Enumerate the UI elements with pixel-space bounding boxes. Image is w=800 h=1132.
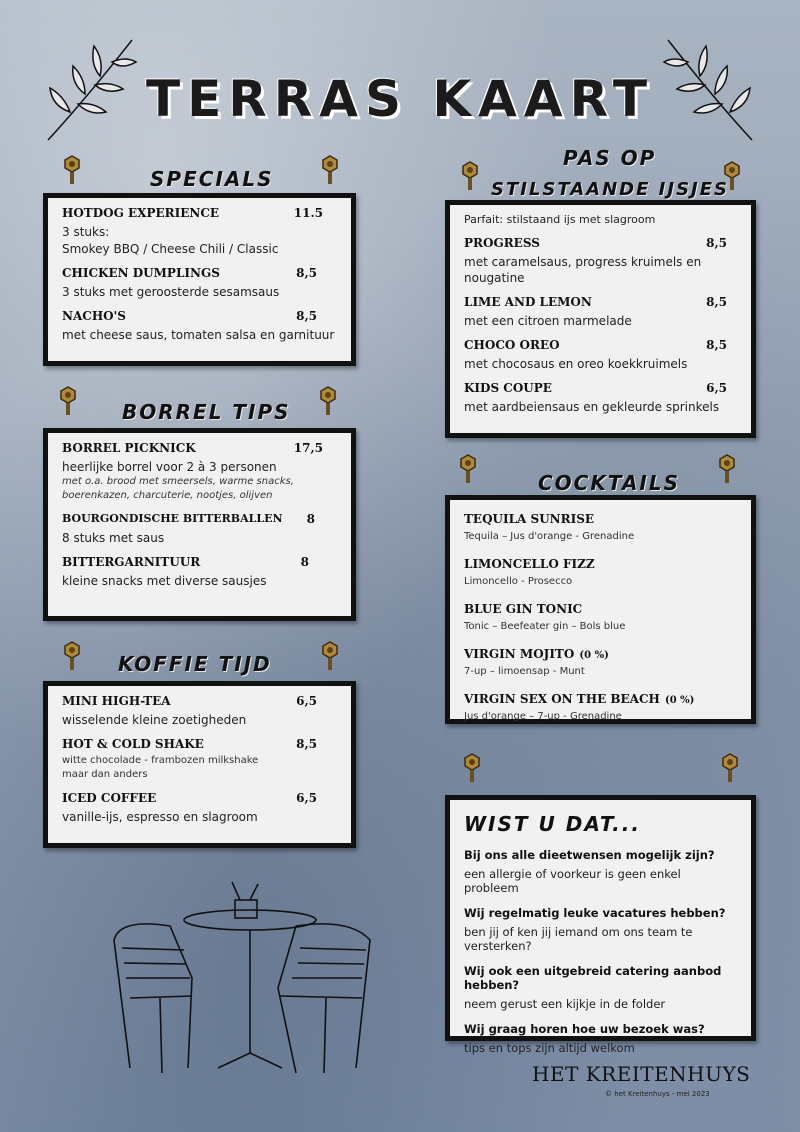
item-name: TEQUILA SUNRISE <box>464 512 595 526</box>
item-desc: Tonic – Beefeater gin – Bols blue <box>464 621 626 632</box>
item-name: PROGRESS <box>464 236 540 250</box>
qa-question: Wij ook een uitgebreid catering aanbod hebben? <box>464 964 722 992</box>
hook-icon <box>58 385 78 417</box>
item-name: BORREL PICKNICK <box>62 441 196 455</box>
menu-item <box>464 338 737 372</box>
hook-icon <box>458 453 478 485</box>
item-price: 6,5 <box>296 791 317 805</box>
borrel-board <box>43 428 356 621</box>
ijs-heading-1: PAS OP <box>563 146 657 170</box>
qa-item <box>464 964 737 1011</box>
page-title: TERRAS KAART <box>146 70 654 128</box>
hook-icon <box>720 752 740 784</box>
item-desc: Limoncello - Prosecco <box>464 576 573 587</box>
specials-heading: SPECIALS <box>150 167 274 191</box>
hook-icon <box>462 752 482 784</box>
brand-logo: HET KREITENHUYS <box>532 1062 751 1086</box>
item-desc: witte chocolade - frambozen milkshake <box>62 755 259 766</box>
hook-icon <box>318 385 338 417</box>
menu-item <box>62 737 337 782</box>
menu-item <box>62 441 337 503</box>
item-note: boerenkazen, charcuterie, nootjes, olijven <box>62 490 273 501</box>
item-desc: met aardbeiensaus en gekleurde sprinkels <box>464 400 720 414</box>
item-name: VIRGIN SEX ON THE BEACH <box>464 692 660 706</box>
menu-item <box>464 236 737 286</box>
hook-icon <box>320 640 340 672</box>
item-name: KIDS COUPE <box>464 381 552 395</box>
item-desc: wisselende kleine zoetigheden <box>62 713 247 727</box>
item-suffix: (0 %) <box>664 695 695 706</box>
item-desc: met een citroen marmelade <box>464 314 632 328</box>
qa-answer: tips en tops zijn altijd welkom <box>464 1041 635 1055</box>
hook-icon <box>460 160 480 192</box>
item-desc: met cheese saus, tomaten salsa en garnituur <box>62 328 335 342</box>
wist-heading: WIST U DAT... <box>464 812 641 836</box>
hook-icon <box>62 640 82 672</box>
item-desc: maar dan anders <box>62 769 148 780</box>
wist-board <box>445 795 756 1055</box>
item-desc: Jus d'orange – 7-up - Grenadine <box>464 711 622 722</box>
cocktail-item <box>464 688 737 724</box>
item-price: 8 <box>306 512 315 526</box>
specials-board <box>43 193 356 366</box>
item-desc: heerlijke borrel voor 2 à 3 personen <box>62 460 277 474</box>
qa-item <box>464 848 737 895</box>
item-desc: 3 stuks: <box>62 225 110 239</box>
qa-answer: neem gerust een kijkje in de folder <box>464 997 666 1011</box>
qa-item <box>464 906 737 953</box>
item-desc: 3 stuks met geroosterde sesamsaus <box>62 285 280 299</box>
qa-question: Wij regelmatig leuke vacatures hebben? <box>464 906 726 920</box>
item-desc: vanille-ijs, espresso en slagroom <box>62 810 258 824</box>
koffie-board <box>43 681 356 848</box>
item-price: 8,5 <box>296 266 317 280</box>
ijs-board <box>445 200 756 438</box>
qa-answer: een allergie of voorkeur is geen enkel probleem <box>464 867 681 895</box>
menu-item <box>464 295 737 329</box>
item-price: 8,5 <box>296 309 317 323</box>
qa-answer: ben jij of ken jij iemand om ons team te versterken? <box>464 925 693 953</box>
hook-icon <box>62 154 82 186</box>
hook-icon <box>320 154 340 186</box>
item-desc: kleine snacks met diverse sausjes <box>62 574 267 588</box>
cocktails-board <box>445 495 756 724</box>
item-desc: 8 stuks met saus <box>62 531 165 545</box>
menu-item <box>62 555 337 589</box>
ijs-heading-2: STILSTAANDE IJSJES <box>491 179 729 200</box>
item-name: HOTDOG EXPERIENCE <box>62 206 220 220</box>
item-name: VIRGIN MOJITO <box>464 647 575 661</box>
menu-item <box>62 266 337 300</box>
menu-item <box>62 694 337 728</box>
item-desc: Tequila – Jus d'orange - Grenadine <box>464 531 635 542</box>
ijs-intro: Parfait: stilstaand ijs met slagroom <box>464 213 656 226</box>
cocktail-item <box>464 643 737 679</box>
item-suffix: (0 %) <box>579 650 609 661</box>
item-name: NACHO'S <box>62 309 126 323</box>
item-name: MINI HIGH-TEA <box>62 694 171 708</box>
menu-item <box>62 512 337 546</box>
item-name: ICED COFFEE <box>62 791 157 805</box>
item-price: 17,5 <box>293 441 323 455</box>
cafe-table-illustration <box>100 878 390 1078</box>
cocktail-item <box>464 598 737 634</box>
cocktail-item <box>464 508 737 544</box>
item-note: met o.a. brood met smeersels, warme snacks, <box>62 476 294 487</box>
hook-icon <box>717 453 737 485</box>
borrel-heading: BORREL TIPS <box>122 400 291 424</box>
qa-question: Wij graag horen hoe uw bezoek was? <box>464 1022 705 1036</box>
item-price: 6,5 <box>296 694 317 708</box>
item-desc: 7-up – limoensap - Munt <box>464 666 585 677</box>
menu-item <box>62 206 337 257</box>
item-name: BOURGONDISCHE BITTERBALLEN <box>62 512 283 525</box>
item-price: 8,5 <box>296 737 317 751</box>
menu-item <box>62 791 337 825</box>
menu-item <box>62 309 337 343</box>
qa-item <box>464 1022 737 1055</box>
item-price: 8,5 <box>706 338 727 352</box>
cocktail-item <box>464 553 737 589</box>
item-price: 6,5 <box>706 381 727 395</box>
item-name: CHICKEN DUMPLINGS <box>62 266 220 280</box>
item-name: LIMONCELLO FIZZ <box>464 557 595 571</box>
item-name: BITTERGARNITUUR <box>62 555 201 569</box>
cocktails-heading: COCKTAILS <box>538 471 681 495</box>
item-price: 8 <box>300 555 309 569</box>
item-price: 8,5 <box>706 295 727 309</box>
item-price: 8,5 <box>706 236 727 250</box>
item-desc: met chocosaus en oreo koekkruimels <box>464 357 688 371</box>
item-price: 11.5 <box>293 206 323 220</box>
item-name: HOT & COLD SHAKE <box>62 737 204 751</box>
item-name: LIME AND LEMON <box>464 295 592 309</box>
item-desc: met caramelsaus, progress kruimels en nougatine <box>464 255 702 285</box>
item-desc: Smokey BBQ / Cheese Chili / Classic <box>62 242 279 256</box>
copyright: © het Kreitenhuys - mei 2023 <box>605 1090 710 1098</box>
qa-question: Bij ons alle dieetwensen mogelijk zijn? <box>464 848 715 862</box>
item-name: CHOCO OREO <box>464 338 560 352</box>
item-name: BLUE GIN TONIC <box>464 602 583 616</box>
koffie-heading: KOFFIE TIJD <box>118 652 272 676</box>
menu-item <box>464 381 737 415</box>
